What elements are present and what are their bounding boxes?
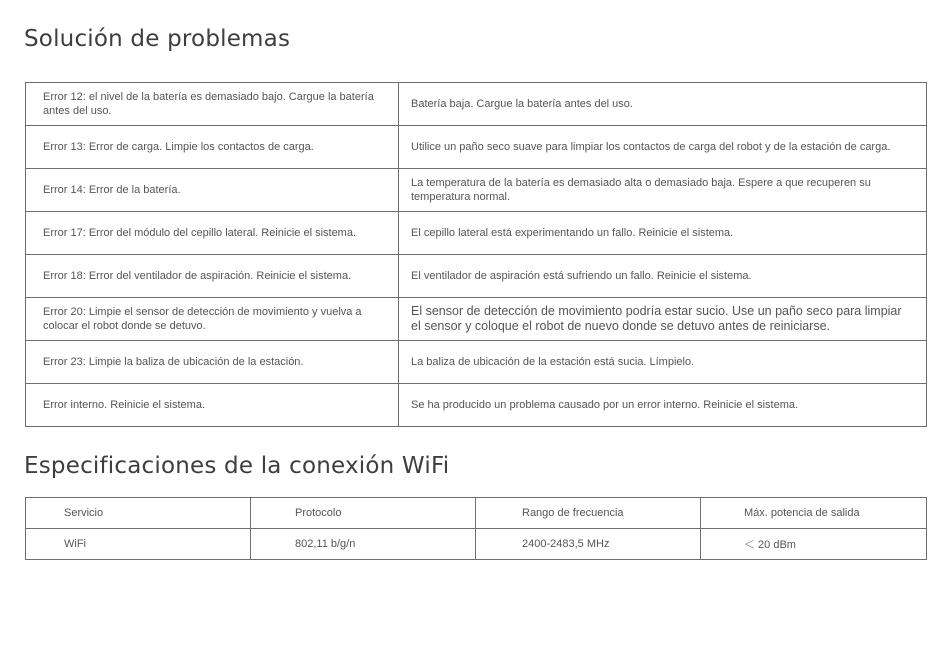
error-cell: Error 13: Error de carga. Limpie los contactos de carga. (26, 126, 399, 169)
error-cell: Error 18: Error del ventilador de aspiración. Reinicie el sistema. (26, 255, 399, 298)
error-cell: Error 20: Limpie el sensor de detección de movimiento y vuelva a colocar el robot donde se detuvo. (26, 298, 399, 341)
error-cell: Error 23: Limpie la baliza de ubicación de la estación. (26, 341, 399, 384)
solution-cell: El ventilador de aspiración está sufriendo un fallo. Reinicie el sistema. (399, 255, 927, 298)
solution-cell: Utilice un paño seco suave para limpiar los contactos de carga del robot y de la estación de carga. (399, 126, 927, 169)
solution-cell: El sensor de detección de movimiento podría estar sucio. Use un paño seco para limpiar el sensor y coloque el robot de nuevo donde se detuvo antes de reiniciarse. (399, 298, 927, 341)
table-row (26, 255, 927, 298)
error-cell: Error interno. Reinicie el sistema. (26, 384, 399, 427)
solution-cell: Se ha producido un problema causado por un error interno. Reinicie el sistema. (399, 384, 927, 427)
frequency-value: 2400-2483,5 MHz (476, 529, 701, 560)
table-row (26, 341, 927, 384)
header-frequency: Rango de frecuencia (476, 498, 701, 529)
troubleshooting-title: Solución de problemas (24, 26, 291, 52)
table-row (26, 83, 927, 126)
table-row (26, 212, 927, 255)
table-row (26, 384, 927, 427)
error-cell: Error 14: Error de la batería. (26, 169, 399, 212)
wifi-spec-table (25, 497, 927, 560)
header-protocol: Protocolo (251, 498, 476, 529)
error-cell: Error 17: Error del módulo del cepillo lateral. Reinicie el sistema. (26, 212, 399, 255)
max-power-value: ＜ 20 dBm (701, 529, 927, 560)
solution-cell: El cepillo lateral está experimentando un fallo. Reinicie el sistema. (399, 212, 927, 255)
table-row (26, 298, 927, 341)
solution-cell: Batería baja. Cargue la batería antes del uso. (399, 83, 927, 126)
service-value: WiFi (26, 529, 251, 560)
protocol-value: 802,11 b/g/n (251, 529, 476, 560)
troubleshooting-table (25, 82, 927, 427)
table-header-row (26, 498, 927, 529)
table-row (26, 169, 927, 212)
error-cell: Error 12: el nivel de la batería es demasiado bajo. Cargue la batería antes del uso. (26, 83, 399, 126)
solution-cell: La baliza de ubicación de la estación está sucia. Límpielo. (399, 341, 927, 384)
table-row (26, 529, 927, 560)
solution-cell: La temperatura de la batería es demasiado alta o demasiado baja. Espere a que recuperen su temperatura normal. (399, 169, 927, 212)
header-service: Servicio (26, 498, 251, 529)
table-row (26, 126, 927, 169)
header-max-power: Máx. potencia de salida (701, 498, 927, 529)
wifi-spec-title: Especificaciones de la conexión WiFi (24, 453, 450, 479)
